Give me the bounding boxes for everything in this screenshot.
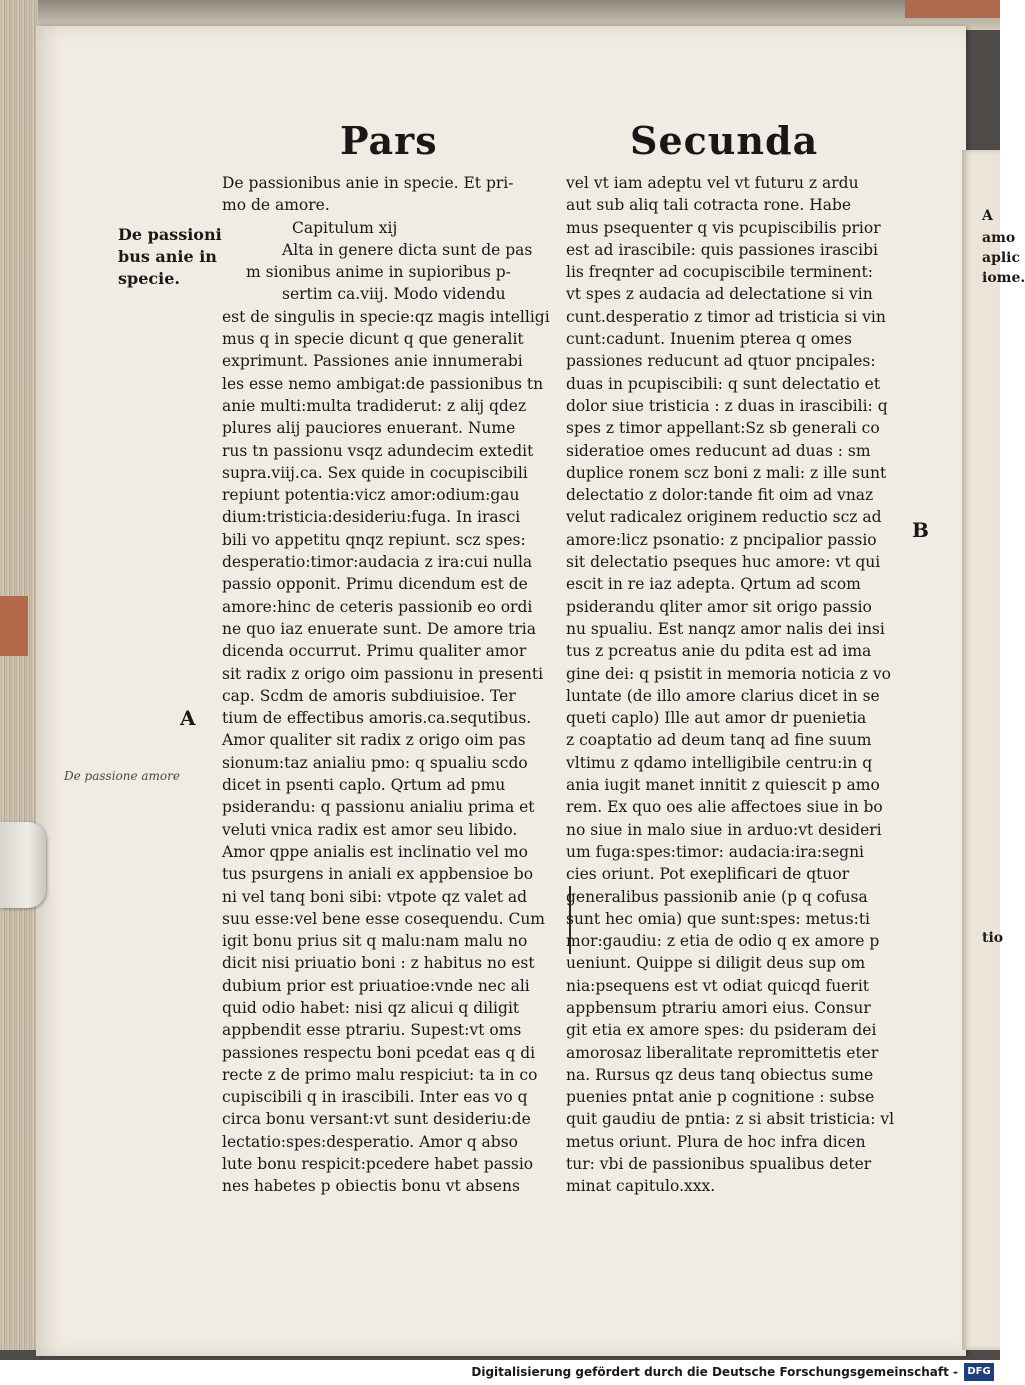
margin-letter-a: A — [180, 706, 196, 730]
handwritten-annotation: De passione amore — [64, 769, 180, 783]
text-line: aut sub aliq tali cotracta rone. Habe — [566, 196, 852, 215]
text-line: lute bonu respicit:pcedere habet passio — [222, 1155, 534, 1174]
text-line: lis freqnter ad cocupiscibile terminent: — [566, 263, 873, 282]
footer-credit: Digitalisierung gefördert durch die Deutsche Forschungsgemeinschaft - — [471, 1365, 958, 1379]
text-line: amore:licz psonatio: z pncipalior passio — [566, 530, 877, 549]
text-line: delectatio z dolor:tande fit oim ad vnaz — [566, 486, 874, 505]
text-line: generalibus passionib anie (p q cofusa — [566, 887, 868, 906]
text-line: vltimu z qdamo intelligibile centru:in q — [566, 753, 873, 772]
text-line: no siue in malo siue in arduo:vt desideri — [566, 820, 882, 839]
text-line: dium:tristicia:desideriu:fuga. In irasci — [222, 508, 521, 527]
text-line: na. Rursus qz deus tanq obiectus sume — [566, 1065, 874, 1084]
text-line: escit in re iaz adepta. Qrtum ad scom — [566, 575, 861, 594]
text-line: sit delectatio pseques huc amore: vt qui — [566, 553, 881, 572]
text-line: bili vo appetitu qnqz repiunt. scz spes: — [222, 530, 526, 549]
text-line: git etia ex amore spes: du psideram dei — [566, 1021, 877, 1040]
text-line: appbensum ptrariu amori eius. Consur — [566, 998, 871, 1017]
text-line: rus tn passionu vsqz adundecim extedit — [222, 441, 534, 460]
text-line: passiones reducunt ad qtuor pncipales: — [566, 352, 876, 371]
text-line: Amor qualiter sit radix z origo oim pas — [222, 731, 526, 750]
text-line: vt spes z audacia ad delectatione si vin — [566, 285, 873, 304]
text-line: amore:hinc de ceteris passionib eo ordi — [222, 597, 533, 616]
text-line: sunt hec omia) que sunt:spes: metus:ti — [566, 909, 871, 928]
text-line: duas in pcupiscibili: q sunt delectatio et — [566, 374, 881, 393]
text-column-right — [566, 172, 911, 1198]
text-line: mus q in specie dicunt q que generalit — [222, 330, 524, 349]
text-line: dubium prior est priuatioe:vnde nec ali — [222, 976, 530, 995]
text-line: ueniunt. Quippe si diligit deus sup om — [566, 954, 866, 973]
text-line: mor:gaudiu: z etia de odio q ex amore p — [566, 932, 880, 951]
text-line: recte z de primo malu respiciut: ta in co — [222, 1065, 538, 1084]
text-line: Capitulum xij — [292, 218, 398, 237]
text-line: anie multi:multa tradiderut: z alij qdez — [222, 396, 527, 415]
text-line: est ad irascibile: quis passiones irascibi — [566, 240, 878, 259]
text-line: nia:psequens est vt odiat quicqd fuerit — [566, 976, 869, 995]
text-line: ne quo iaz enuerate sunt. De amore tria — [222, 619, 536, 638]
text-line: sionum:taz anialiu pmo: q spualiu scdo — [222, 753, 528, 772]
text-line: velut radicalez originem reductio scz ad — [566, 508, 882, 527]
text-line: ania iugit manet innitit z quiescit p amo — [566, 776, 880, 795]
text-column-left — [222, 172, 562, 1198]
next-page-fragment: aplic — [982, 250, 1021, 266]
margin-heading — [118, 224, 222, 290]
text-line: m sionibus anime in supioribus p- — [246, 263, 511, 282]
text-line: nu spualiu. Est nanqz amor nalis dei insi — [566, 619, 885, 638]
text-line: dicet in psenti caplo. Qrtum ad pmu — [222, 776, 506, 795]
next-page-fragment: A — [982, 208, 993, 224]
text-line: dicit nisi priuatio boni : z habitus no est — [222, 954, 535, 973]
text-line: tur: vbi de passionibus spualibus deter — [566, 1155, 872, 1174]
text-line: cunt.desperatio z timor ad tristicia si vin — [566, 307, 886, 326]
text-line: psiderandu: q passionu anialiu prima et — [222, 798, 535, 817]
bookmark-strip — [0, 596, 28, 656]
running-header-left: Pars — [340, 118, 438, 163]
text-line: cap. Scdm de amoris subdiuisioe. Ter — [222, 686, 516, 705]
book-clip — [0, 822, 46, 908]
text-line: tium de effectibus amoris.ca.sequtibus. — [222, 709, 532, 728]
text-line: luntate (de illo amore clarius dicet in se — [566, 686, 880, 705]
text-line: dolor siue tristicia : z duas in irascibili: q — [566, 396, 888, 415]
text-line: passiones respectu boni pcedat eas q di — [222, 1043, 536, 1062]
text-line: sertim ca.viij. Modo videndu — [282, 285, 506, 304]
next-page-fragment: iome. — [982, 270, 1025, 286]
text-line: cies oriunt. Pot exeplificari de qtuor — [566, 865, 850, 884]
text-line: Alta in genere dicta sunt de pas — [282, 240, 533, 259]
text-line: metus oriunt. Plura de hoc infra dicen — [566, 1132, 866, 1151]
text-line: gine dei: q psistit in memoria noticia z vo — [566, 664, 891, 683]
text-line: cupiscibili q in irascibili. Inter eas vo q — [222, 1088, 528, 1107]
margin-heading-line: bus anie in — [118, 247, 217, 266]
text-line: lectatio:spes:desperatio. Amor q abso — [222, 1132, 518, 1151]
dfg-logo: DFG — [964, 1363, 994, 1381]
text-line: duplice ronem scz boni z mali: z ille sunt — [566, 463, 887, 482]
text-line: tus z pcreatus anie du pdita est ad ima — [566, 642, 872, 661]
footer-bar — [0, 1360, 1000, 1385]
text-line: mus psequenter q vis pcupiscibilis prior — [566, 218, 881, 237]
text-line: queti caplo) Ille aut amor dr puenietia — [566, 709, 867, 728]
next-page-fragment: tio — [982, 930, 1004, 946]
text-line: les esse nemo ambigat:de passionibus tn — [222, 374, 544, 393]
margin-heading-line: specie. — [118, 269, 180, 288]
text-line: sit radix z origo oim passionu in presenti — [222, 664, 544, 683]
text-line: igit bonu prius sit q malu:nam malu no — [222, 932, 528, 951]
text-line: desperatio:timor:audacia z ira:cui nulla — [222, 553, 533, 572]
text-line: amorosaz liberalitate repromittetis eter — [566, 1043, 879, 1062]
text-line: dicenda occurrut. Primu qualiter amor — [222, 642, 527, 661]
text-line: cunt:cadunt. Inuenim pterea q omes — [566, 330, 852, 349]
next-page-fragment: amo — [982, 230, 1016, 246]
margin-letter-b: B — [912, 518, 929, 542]
text-line: De passionibus anie in specie. Et pri- — [222, 174, 514, 192]
text-line: sideratioe omes reducunt ad duas : sm — [566, 441, 871, 460]
text-line: repiunt potentia:vicz amor:odium:gau — [222, 486, 520, 505]
text-line: mo de amore. — [222, 196, 330, 215]
text-line: rem. Ex quo oes alie affectoes siue in bo — [566, 798, 883, 817]
text-line: spes z timor appellant:Sz sb generali co — [566, 419, 880, 438]
margin-heading-line: De passioni — [118, 225, 222, 244]
bookmark-tab — [905, 0, 1000, 18]
text-line: veluti vnica radix est amor seu libido. — [222, 820, 518, 839]
text-line: passio opponit. Primu dicendum est de — [222, 575, 528, 594]
text-line: tus psurgens in aniali ex appbensioe bo — [222, 865, 534, 884]
text-line: nes habetes p obiectis bonu vt absens — [222, 1177, 520, 1196]
text-line: exprimunt. Passiones anie innumerabi — [222, 352, 523, 371]
text-line: z coaptatio ad deum tanq ad fine suum — [566, 731, 872, 750]
text-line: um fuga:spes:timor: audacia:ira:segni — [566, 842, 865, 861]
next-page-edge — [962, 150, 1025, 1350]
text-line: est de singulis in specie:qz magis intelligi — [222, 307, 550, 326]
text-line: ni vel tanq boni sibi: vtpote qz valet ad — [222, 887, 528, 906]
text-line: puenies pntat anie p cognitione : subse — [566, 1088, 875, 1107]
running-header-right: Secunda — [630, 118, 819, 163]
text-line: circa bonu versant:vt sunt desideriu:de — [222, 1110, 531, 1129]
text-line: quit gaudiu de pntia: z si absit tristicia: vl — [566, 1110, 895, 1129]
text-line: plures alij pauciores enuerant. Nume — [222, 419, 516, 438]
text-line: appbendit esse ptrariu. Supest:vt oms — [222, 1021, 522, 1040]
page-stack-edges — [0, 0, 38, 1350]
text-line: quid odio habet: nisi qz alicui q diligit — [222, 998, 520, 1017]
text-line: vel vt iam adeptu vel vt futuru z ardu — [566, 174, 859, 192]
text-line: psiderandu qliter amor sit origo passio — [566, 597, 872, 616]
text-line: Amor qppe anialis est inclinatio vel mo — [222, 842, 528, 861]
text-line: minat capitulo.xxx. — [566, 1177, 716, 1196]
text-line: suu esse:vel bene esse cosequendu. Cum — [222, 909, 545, 928]
text-line: supra.viij.ca. Sex quide in cocupiscibili — [222, 463, 528, 482]
